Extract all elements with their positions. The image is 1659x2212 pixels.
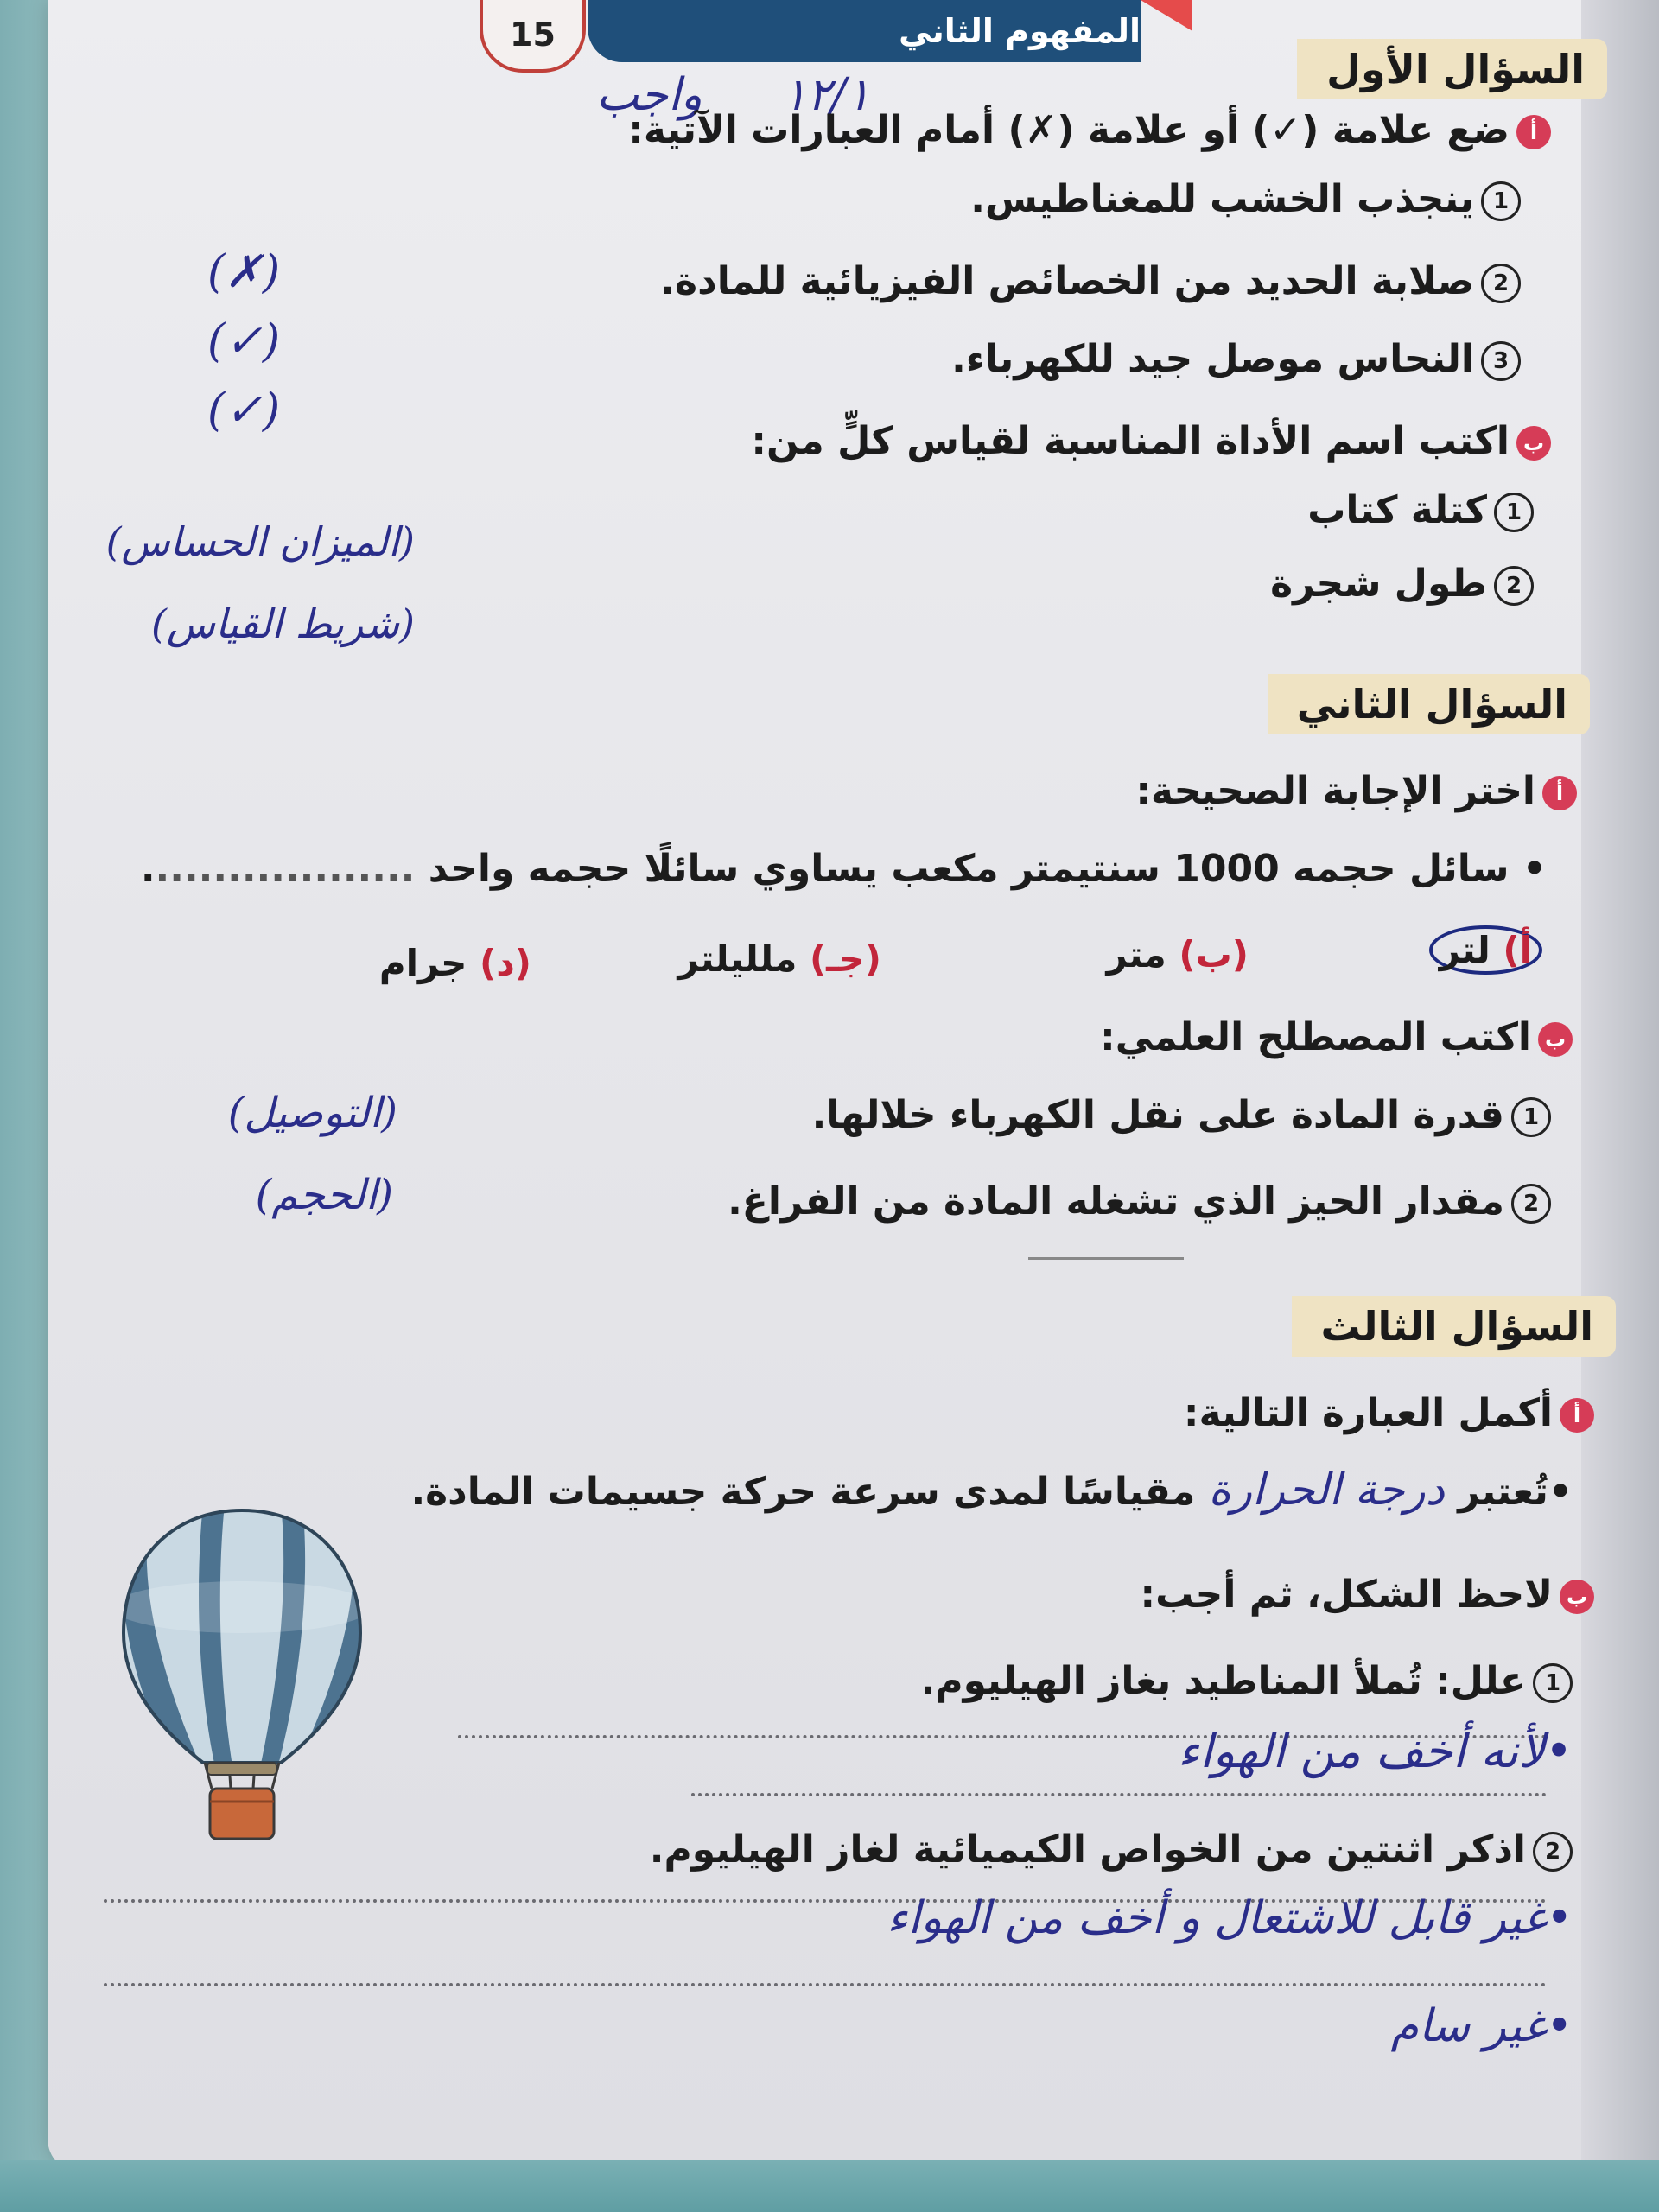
q3a-prefix: تُعتبر [1458, 1470, 1548, 1514]
q2a-option-a-text: لتر [1439, 929, 1491, 971]
q2b-answer-2: (الحجم) [255, 1171, 393, 1219]
q3b-instruction-row [1141, 1573, 1595, 1617]
q1a-instruction-row [628, 108, 1551, 152]
q2b-answer-1: (التوصيل) [227, 1089, 397, 1137]
q1a-item-1-text: ينجذب الخشب للمغناطيس. [970, 177, 1474, 221]
q2a-statement-row: • سائل حجمه 1000 سنتيمتر مكعب يساوي سائلًا حجمه واحد ................... [140, 847, 1547, 891]
page-edge-right [1581, 0, 1659, 2212]
q2a-badge: أ [1542, 776, 1577, 810]
hot-air-balloon-illustration [117, 1503, 367, 1849]
q2a-option-c [678, 938, 882, 980]
unit-title: المفهوم الثاني [899, 12, 1141, 50]
q2a-statement: سائل حجمه 1000 سنتيمتر مكعب يساوي سائلًا حجمه واحد [428, 847, 1510, 891]
q3b-item-1-answer-line-2 [691, 1793, 1547, 1796]
q1b-item-2-number: 2 [1494, 566, 1534, 606]
q1b-item-2 [1270, 562, 1534, 606]
q2a-option-d-letter: (د) [480, 942, 531, 984]
unit-title-band [588, 0, 1141, 62]
q3a-badge: أ [1560, 1398, 1594, 1433]
q2b-item-1-number: 1 [1511, 1097, 1551, 1137]
q3a-handwritten-fill: درجة الحرارة [1208, 1465, 1445, 1515]
q2b-item-1-text: قدرة المادة على نقل الكهرباء خلالها. [811, 1093, 1504, 1137]
q3b-badge: ب [1560, 1580, 1594, 1614]
q1b-item-1-number: 1 [1494, 493, 1534, 532]
q1b-badge: ب [1516, 426, 1551, 461]
q3b-instruction: لاحظ الشكل، ثم أجب: [1140, 1573, 1553, 1617]
q3a-statement-row: •تُعتبر درجة الحرارة مقياسًا لمدى سرعة حركة جسيمات المادة. [410, 1465, 1573, 1515]
q1a-answer-3: (✓) [207, 385, 281, 436]
q1b-item-2-text: طول شجرة [1270, 562, 1487, 606]
q2a-option-a-letter: أ) [1503, 929, 1532, 971]
q3a-instruction-row [1184, 1391, 1594, 1435]
q1a-item-2-text: صلابة الحديد من الخصائص الفيزيائية للمادة. [660, 259, 1474, 303]
header-arrow-icon [1141, 0, 1192, 62]
q2a-blank: .................. [155, 847, 416, 891]
q1a-item-3-number: 3 [1481, 341, 1521, 381]
q1a-badge: أ [1516, 115, 1551, 149]
q1b-instruction: اكتب اسم الأداة المناسبة لقياس كلٍّ من: [751, 419, 1510, 463]
q1-title: السؤال الأول [1297, 39, 1607, 99]
q1a-item-1-number: 1 [1481, 181, 1521, 221]
q3b-item-2-answer-row-2: •غير سام [1390, 2000, 1573, 2052]
q2-title: السؤال الثاني [1268, 674, 1590, 734]
q2a-option-c-text: ملليلتر [677, 938, 798, 980]
q3-title: السؤال الثالث [1292, 1296, 1616, 1357]
q2a-option-a-selected [1429, 925, 1542, 975]
q3b-item-2 [650, 1827, 1573, 1872]
q2a-option-b-letter: (ب) [1179, 933, 1249, 976]
q1b-item-1-text: كتلة كتاب [1307, 488, 1487, 532]
q2a-option-c-letter: (جـ) [809, 938, 881, 980]
q2a-instruction-row [1135, 769, 1577, 813]
q3b-item-2-answer-2: غير سام [1390, 2000, 1547, 2052]
q2a-option-b [1106, 933, 1249, 976]
q2a-option-d [379, 942, 531, 984]
q1a-answer-1: (✗) [207, 246, 281, 298]
bottom-background-strip [0, 2160, 1659, 2212]
q3b-item-2-text: اذكر اثنتين من الخواص الكيميائية لغاز الهيليوم. [649, 1827, 1526, 1872]
q3b-item-2-answer-row-1: •غير قابل للاشتعال و أخف من الهواء [887, 1892, 1573, 1944]
q1b-answer-2: (شريط القياس) [150, 601, 415, 647]
q3b-item-1-text: علل: تُملأ المناطيد بغاز الهيليوم. [920, 1659, 1526, 1703]
section-divider [1028, 1257, 1184, 1260]
q3b-item-1-answer-1: لأنه أخف من الهواء [1177, 1724, 1546, 1778]
q1b-instruction-row [751, 419, 1551, 463]
q1a-item-3 [951, 337, 1521, 381]
q2b-item-2 [728, 1179, 1551, 1224]
page-number: 15 [480, 0, 586, 73]
q2a-option-b-text: متر [1106, 933, 1166, 976]
q1a-instruction: ضع علامة (✓) أو علامة (✗) أمام العبارات الآتية: [628, 108, 1510, 152]
q1a-answer-2: (✓) [207, 315, 281, 367]
q3b-item-2-answer-line-2 [104, 1983, 1547, 1986]
q2b-badge: ب [1538, 1022, 1573, 1057]
homework-date: ١٢/١ [782, 69, 871, 121]
q3b-item-1-answer-row: •لأنه أخف من الهواء [1177, 1724, 1573, 1778]
q2a-option-d-text: جرام [378, 942, 467, 984]
q2b-item-2-number: 2 [1511, 1184, 1551, 1224]
q2a-instruction: اختر الإجابة الصحيحة: [1135, 769, 1535, 813]
q2a-option-a [1429, 929, 1542, 971]
q1a-item-2 [660, 259, 1521, 303]
q3b-item-2-answer-1: غير قابل للاشتعال و أخف من الهواء [887, 1892, 1547, 1944]
homework-label: واجب [596, 69, 702, 121]
q3b-item-2-number: 2 [1533, 1832, 1573, 1872]
q3a-instruction: أكمل العبارة التالية: [1183, 1391, 1553, 1435]
q1b-item-1 [1307, 488, 1534, 532]
q1a-item-2-number: 2 [1481, 264, 1521, 303]
q2b-item-1 [812, 1093, 1551, 1137]
q3b-item-1-number: 1 [1533, 1663, 1573, 1703]
q3a-rest: مقياسًا لمدى سرعة حركة جسيمات المادة. [410, 1470, 1196, 1514]
q1a-item-3-text: النحاس موصل جيد للكهرباء. [951, 337, 1474, 381]
q3b-item-1 [921, 1659, 1573, 1703]
q2b-instruction-row [1100, 1015, 1573, 1059]
q2b-instruction: اكتب المصطلح العلمي: [1100, 1015, 1531, 1059]
q1a-item-1 [970, 177, 1521, 221]
q2b-item-2-text: مقدار الحيز الذي تشغله المادة من الفراغ. [728, 1179, 1504, 1224]
q1b-answer-1: (الميزان الحساس) [105, 518, 415, 565]
